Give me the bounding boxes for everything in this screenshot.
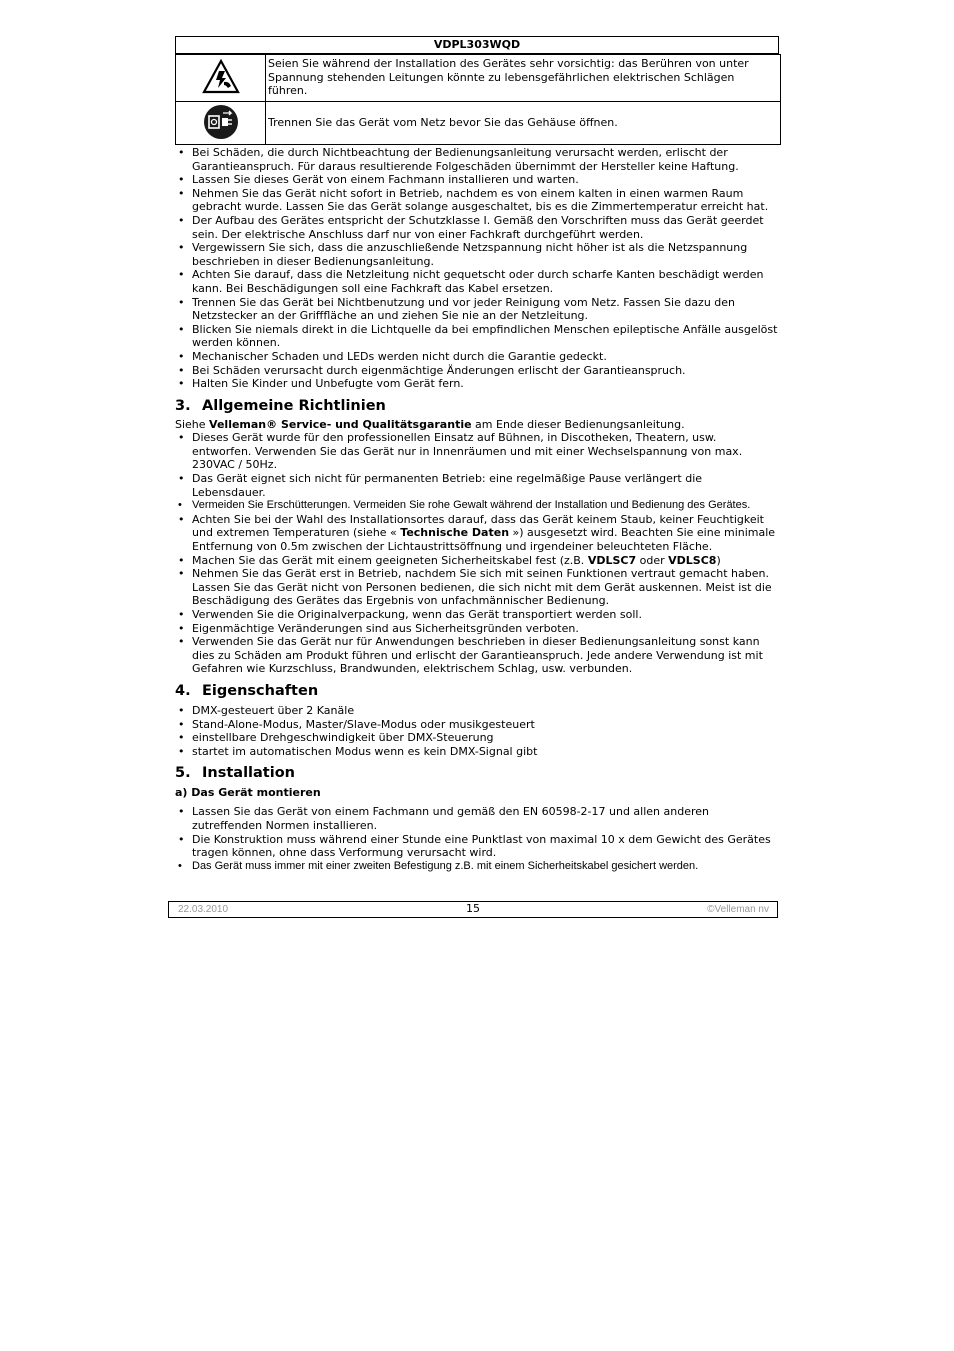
unplug-icon — [203, 104, 239, 140]
footer-copyright: ©Velleman nv — [707, 904, 769, 915]
list-item: • einstellbare Drehgeschwindigkeit über DMX-Steuerung — [175, 731, 779, 745]
list-item: • Blicken Sie niemals direkt in die Lichtquelle da bei empfindlichen Menschen epileptische Anfälle ausgelöst werden können. — [175, 323, 779, 350]
guidelines-list — [175, 431, 779, 676]
list-item: • Halten Sie Kinder und Unbefugte vom Gerät fern. — [175, 377, 779, 391]
intro-bold: Velleman® Service- und Qualitätsgarantie — [209, 417, 472, 431]
list-item: • Lassen Sie dieses Gerät von einem Fachmann installieren und warten. — [175, 173, 779, 187]
subsection-heading: a) Das Gerät montieren — [175, 786, 321, 800]
section-heading — [175, 682, 779, 700]
list-item: • Dieses Gerät wurde für den professionellen Einsatz auf Bühnen, in Discotheken, Theatern, usw. entworfen. Verwenden Sie das Gerät nur in Innenräumen und mit einer Wechselspannung von max. 230VAC / 50Hz. — [175, 431, 779, 472]
warning-icon-cell — [176, 55, 266, 102]
list-item: • Der Aufbau des Gerätes entspricht der Schutzklasse I. Gemäß den Vorschriften muss das Gerät geerdet sein. Der elektrische Anschluss darf nur von einer Fachkraft durchgeführt werden. — [175, 214, 779, 241]
item-text: ) — [716, 553, 721, 567]
list-item: • Die Konstruktion muss während einer Stunde eine Punktlast von maximal 10 x dem Gewicht des Gerätes tragen können, ohne dass Verformung verursacht wird. — [175, 833, 779, 860]
section-number: 3. — [175, 397, 191, 414]
list-item: • Nehmen Sie das Gerät erst in Betrieb, nachdem Sie sich mit seinen Funktionen vertraut gemacht haben. Lassen Sie das Gerät nicht von Personen bedienen, die sich nicht mit dem Gerät auskennen. Meist ist die Beschädigung des Gerätes das Ergebnis von unfachmännischer Bedienung. — [175, 567, 779, 608]
list-item: • Mechanischer Schaden und LEDs werden nicht durch die Garantie gedeckt. — [175, 350, 779, 364]
document-header: VDPL303WQD — [175, 36, 779, 54]
features-list — [175, 704, 779, 758]
item-bold: VDLSC7 — [587, 553, 637, 567]
section-number: 5. — [175, 765, 191, 782]
list-item: • Vergewissern Sie sich, dass die anzuschließende Netzspannung nicht höher ist als die Netzspannung beschrieben in dieser Bedienungsanleitung. — [175, 241, 779, 268]
warning-row — [176, 55, 781, 102]
list-item: • Stand-Alone-Modus, Master/Slave-Modus oder musikgesteuert — [175, 718, 779, 732]
section-title: Eigenschaften — [202, 682, 319, 699]
list-item: • Verwenden Sie die Originalverpackung, wenn das Gerät transportiert werden soll. — [175, 608, 779, 622]
item-bold: Technische Daten — [400, 526, 510, 540]
list-item: • Lassen Sie das Gerät von einem Fachmann und gemäß den EN 60598-2-17 und allen anderen zutreffenden Normen installieren. — [175, 805, 779, 832]
list-item — [175, 554, 779, 568]
section-number: 4. — [175, 682, 191, 699]
document-page — [175, 36, 779, 873]
list-item: • Verwenden Sie das Gerät nur für Anwendungen beschrieben in dieser Bedienungsanleitung sonst kann dies zu Schäden am Produkt führen und erlischt der Garantieanspruch. Jede andere Verwendung ist mit Gefahren wie Kurzschluss, Brandwunden, elektrischem Schlag, usw. verbunden. — [175, 635, 779, 676]
section-heading — [175, 764, 779, 782]
warning-table — [175, 54, 781, 145]
item-text: Achten Sie bei der Wahl des Installationsortes darauf, dass das Gerät keinem Staub, keiner Feuchtigkeit und extremen Temperaturen (siehe « — [192, 512, 764, 540]
list-item: • startet im automatischen Modus wenn es kein DMX-Signal gibt — [175, 745, 779, 759]
footer-date: 22.03.2010 — [178, 904, 229, 915]
list-item: • Vermeiden Sie Erschütterungen. Vermeiden Sie rohe Gewalt während der Installation und Bedienung des Gerätes. — [175, 499, 779, 513]
list-item: • Bei Schäden verursacht durch eigenmächtige Änderungen erlischt der Garantieanspruch. — [175, 364, 779, 378]
item-bold: VDLSC8 — [668, 553, 717, 567]
page-number: 15 — [466, 902, 480, 915]
section-title: Installation — [202, 765, 295, 782]
item-text: oder — [636, 553, 669, 567]
list-item: • Das Gerät muss immer mit einer zweiten Befestigung z.B. mit einem Sicherheitskabel gesichert werden. — [175, 860, 779, 874]
warning-text: Seien Sie während der Installation des Gerätes sehr vorsichtig: das Berühren von unter Spannung stehenden Leitungen könnte zu lebensgefährlichen elektrischen Schlägen führen. — [266, 55, 781, 102]
list-item: • Achten Sie darauf, dass die Netzleitung nicht gequetscht oder durch scharfe Kanten beschädigt werden kann. Bei Beschädigungen soll eine Fachkraft das Kabel ersetzen. — [175, 268, 779, 295]
list-item: • Das Gerät eignet sich nicht für permanenten Betrieb: eine regelmäßige Pause verlängert die Lebensdauer. — [175, 472, 779, 499]
warning-text: Trennen Sie das Gerät vom Netz bevor Sie das Gehäuse öffnen. — [266, 102, 781, 145]
electric-shock-warning-icon — [201, 57, 241, 97]
section-intro — [175, 418, 779, 432]
list-item: • Bei Schäden, die durch Nichtbeachtung der Bedienungsanleitung verursacht werden, erlischt der Garantieanspruch. Für daraus resultierende Folgeschäden übernimmt der Hersteller keine Haftung. — [175, 146, 779, 173]
item-text: Machen Sie das Gerät mit einem geeigneten Sicherheitskabel fest (z.B. — [192, 553, 588, 567]
list-item: • Trennen Sie das Gerät bei Nichtbenutzung und vor jeder Reinigung vom Netz. Fassen Sie dazu den Netzstecker an der Grifffläche an und ziehen Sie nie an der Netzleitung. — [175, 296, 779, 323]
page-footer — [168, 901, 778, 918]
intro-text: Siehe — [175, 417, 210, 431]
list-item: • DMX-gesteuert über 2 Kanäle — [175, 704, 779, 718]
safety-list — [175, 146, 779, 391]
section-title: Allgemeine Richtlinien — [202, 397, 386, 414]
section-heading — [175, 397, 779, 415]
intro-text: am Ende dieser Bedienungsanleitung. — [471, 417, 685, 431]
list-item — [175, 513, 779, 554]
list-item: • Nehmen Sie das Gerät nicht sofort in Betrieb, nachdem es von einem kalten in einen warmen Raum gebracht wurde. Lassen Sie das Gerät solange ausgeschaltet, bis es die Zimmertemperatur erreicht hat. — [175, 187, 779, 214]
item-text: ») ausgesetzt wird. Beachten Sie eine minimale Entfernung von 0.5m zwischen der Lichtaustrittsöffnung und irgendeiner beleuchteten Fläche. — [192, 526, 776, 554]
list-item: • Eigenmächtige Veränderungen sind aus Sicherheitsgründen verboten. — [175, 622, 779, 636]
warning-row — [176, 102, 781, 145]
warning-icon-cell — [176, 102, 266, 145]
installation-list — [175, 805, 779, 873]
